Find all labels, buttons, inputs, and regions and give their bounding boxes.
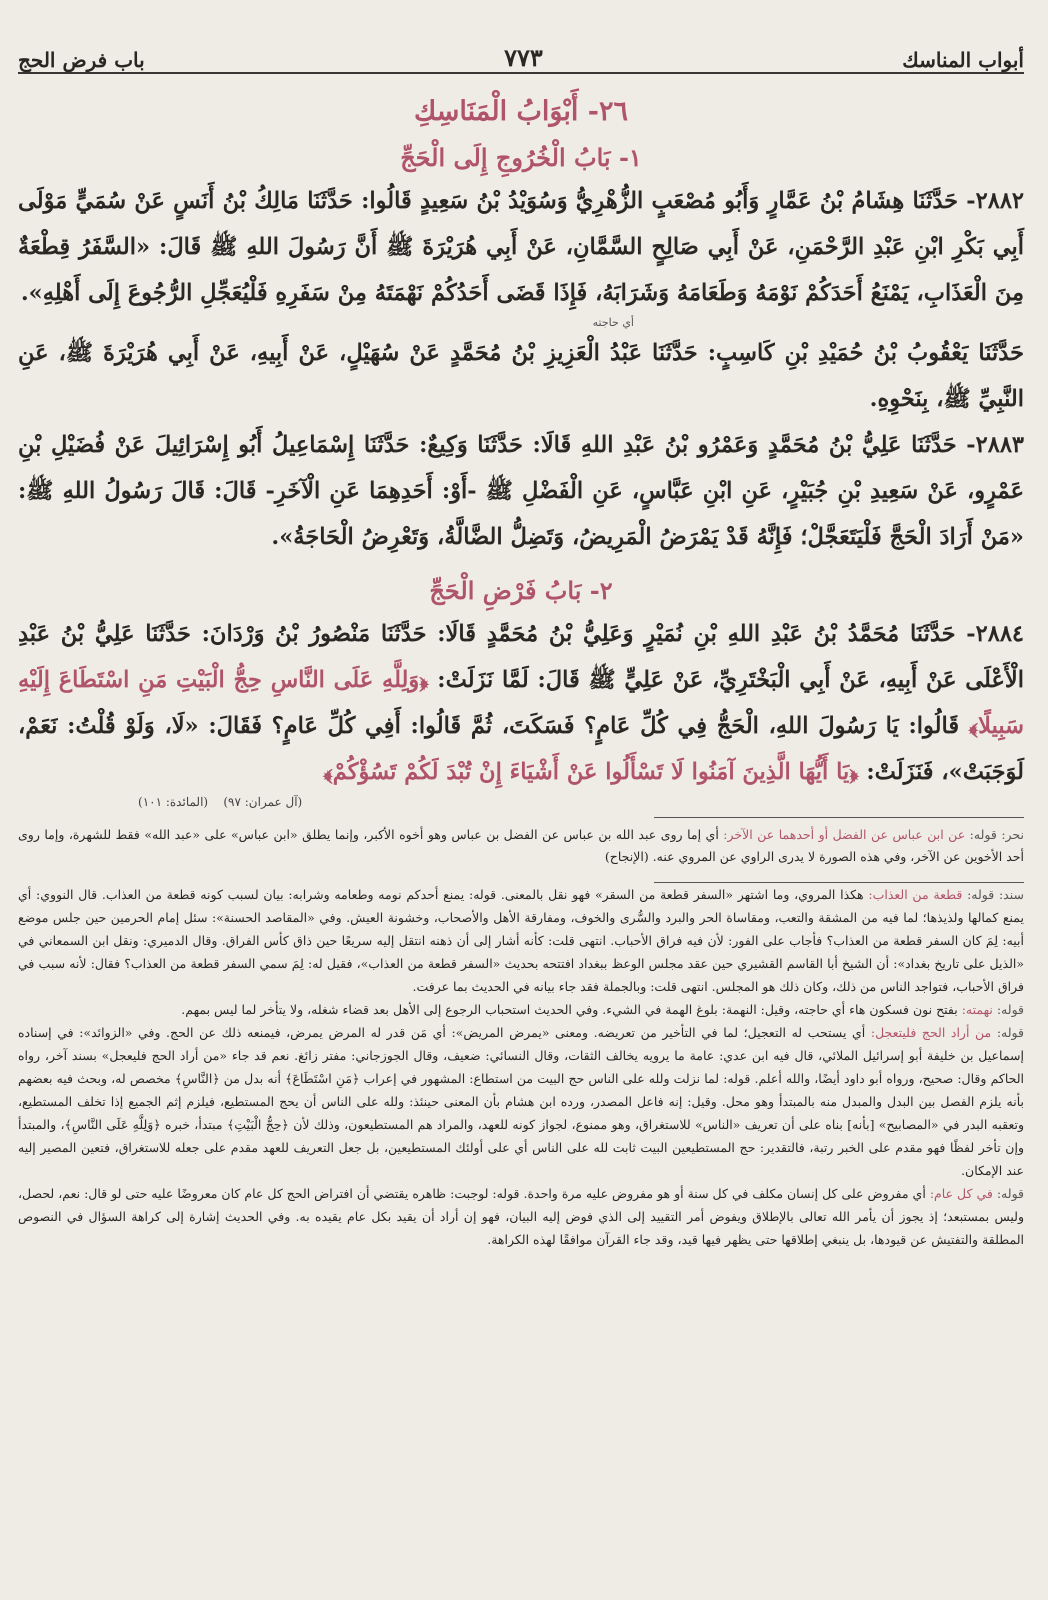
commentary-highlight: في كل عام: xyxy=(929,1186,993,1201)
chapter-1-title: ١- بَابُ الْخُرُوجِ إِلَى الْحَجِّ xyxy=(400,143,642,172)
verse-references xyxy=(138,795,1024,809)
ref-al-imran: (آل عمران: ٩٧) xyxy=(223,795,303,809)
hadith-2884 xyxy=(18,611,1024,795)
ref-maida: (المائدة: ١٠١) xyxy=(138,795,209,809)
header-chapter-title: باب فرض الحج xyxy=(18,48,145,72)
main-text xyxy=(18,178,1024,560)
footnote-divider xyxy=(654,817,1024,818)
chapter-2-title: ٢- بَابُ فَرْضِ الْحَجِّ xyxy=(429,576,613,605)
page-number: ٧٧٣ xyxy=(504,43,543,72)
hadith-2884-text-2: قَالُوا: يَا رَسُولَ اللهِ، الْحَجُّ فِي كُلِّ عَامٍ؟ فَسَكَتَ، ثُمَّ قَالُوا: أَفِي كُلِّ عَامٍ؟ فَقَالَ: «لَا، وَلَوْ قُلْتُ: نَعَمْ، لَوَجَبَتْ»، فَنَزَلَتْ: xyxy=(18,713,1024,785)
commentary-paragraph xyxy=(18,883,1024,998)
takhrij-footnote xyxy=(18,824,1024,868)
hadith-2882-alt-chain: حَدَّثَنَا يَعْقُوبُ بْنُ حُمَيْدِ بْنِ كَاسِبٍ: حَدَّثَنَا عَبْدُ الْعَزِيزِ بْنُ مُحَمَّدٍ عَنْ سُهَيْلٍ، عَنْ أَبِيهِ، عَنْ أَبِي هُرَيْرَةَ ﷺ، عَنِ النَّبِيِّ ﷺ، بِنَحْوِهِ. xyxy=(18,340,1024,412)
gloss-note: أي حاجته xyxy=(592,316,634,329)
main-text-2 xyxy=(18,611,1024,809)
commentary-text: هكذا المروي، وما اشتهر «السفر قطعة من السقر» فهو نقل بالمعنى. قوله: يمنع أحدكم نومه وطعامه وشرابه: بيان لسبب كونه قطعة من العذاب. قال النووي: أي يمنع كمالها ولذيذها؛ لما فيه من المشقة والتعب، ومقاساة الحر والبرد والسُّرى والخوف، ومفارقة الأهل والأصحاب، وخشونة العيش. وفي «المقاصد الحسنة»: سئل إمام الحرمين حين جلس موضع أبيه: لِمَ كان السفر قطعة من العذاب؟ فأجاب على الفور: لأن فيه فراق الأحباب. انتهى قلت: كأنه أشار إلى أن ذهنه انتقل إليه سريعًا حين ذاق كأس الفراق. وقال الدميري: ونقل ابن السمعاني في «الذيل على تاريخ بغداد»: أن الشيخ أبا القاسم القشيري حين عقد مجلس الوعظ ببغداد افتتحه بحديث «السفر قطعة من العذاب»، فقيل له: لِمَ سمي السفر قطعة من العذاب؟ فقال: لأنه سبب في فراق الأحباب، فتواجد الناس من ذلك، وكان ذلك هو المجلس. انتهى قلت: وبالجملة فقد جاء بيانه في الحديث بما عرفت. xyxy=(18,887,1024,994)
commentary-highlight: قطعة من العذاب: xyxy=(868,887,963,902)
hadith-2883: ٢٨٨٣- حَدَّثَنَا عَلِيُّ بْنُ مُحَمَّدٍ وَعَمْرُو بْنُ عَبْدِ اللهِ قَالَا: حَدَّثَنَا وَكِيعٌ: حَدَّثَنَا إِسْمَاعِيلُ أَبُو إِسْرَائِيلَ عَنْ فُضَيْلِ بْنِ عَمْرٍو، عَنْ سَعِيدِ بْنِ جُبَيْرٍ، عَنِ ابْنِ عَبَّاسٍ، عَنِ الْفَضْلِ ﷺ -أَوْ: أَحَدِهِمَا عَنِ الْآخَرِ- قَالَ: قَالَ رَسُولُ اللهِ ﷺ: «مَنْ أَرَادَ الْحَجَّ فَلْيَتَعَجَّلْ؛ فَإِنَّهُ قَدْ يَمْرَضُ الْمَرِيضُ، وَتَضِلُّ الضَّالَّةُ، وَتَعْرِضُ الْحَاجَةُ». xyxy=(18,432,1024,550)
commentary-highlight: نهمته: xyxy=(961,1002,993,1017)
commentary-paragraph xyxy=(18,1021,1024,1182)
footnote-label: نحر: قوله: xyxy=(969,827,1024,842)
quran-verse-al-imran: ﴿وَلِلَّهِ عَلَى النَّاسِ حِجُّ الْبَيْتِ مَنِ اسْتَطَاعَ إِلَيْهِ سَبِيلًا﴾ xyxy=(18,667,1024,739)
hadith-2882: ٢٨٨٢- حَدَّثَنَا هِشَامُ بْنُ عَمَّارٍ وَأَبُو مُصْعَبٍ الزُّهْرِيُّ وَسُوَيْدُ بْنُ سَعِيدٍ قَالُوا: حَدَّثَنَا مَالِكُ بْنُ أَنَسٍ عَنْ سُمَيٍّ مَوْلَى أَبِي بَكْرِ ابْنِ عَبْدِ الرَّحْمَنِ، عَنْ أَبِي صَالِحٍ السَّمَّانِ، عَنْ أَبِي هُرَيْرَةَ ﷺ أَنَّ رَسُولَ اللهِ ﷺ قَالَ: «السَّفَرُ قِطْعَةٌ مِنَ الْعَذَابِ، يَمْنَعُ أَحَدَكُمْ نَوْمَهُ وَطَعَامَهُ وَشَرَابَهُ، فَإِذَا قَضَى أَحَدُكُمْ نَهْمَتَهُ مِنْ سَفَرِهِ فَلْيُعَجِّلِ الرُّجُوعَ إِلَى أَهْلِهِ». xyxy=(18,188,1024,306)
commentary-label: قوله: xyxy=(996,1002,1024,1017)
hadith-2884-text-1: ٢٨٨٤- حَدَّثَنَا مُحَمَّدُ بْنُ عَبْدِ اللهِ بْنِ نُمَيْرٍ وَعَلِيُّ بْنُ مُحَمَّدٍ قَالَا: حَدَّثَنَا مَنْصُورُ بْنُ وَرْدَانَ: حَدَّثَنَا عَلِيُّ بْنُ عَبْدِ الْأَعْلَى عَنْ أَبِيهِ، عَنْ أَبِي الْبَخْتَرِيِّ، عَنْ عَلِيٍّ ﷺ قَالَ: لَمَّا نَزَلَتْ: xyxy=(18,621,1024,693)
commentary-label: سند: قوله: xyxy=(967,887,1024,902)
header-section-title: أبواب المناسك xyxy=(902,48,1024,72)
commentary-text: بفتح نون فسكون هاء أي حاجته، وقيل: النهمة: بلوغ الهمة في الشيء. وفي الحديث استحباب الرجوع إلى الأهل بعد قضاء شغله، ولا يتأخر لما ليس بمهم. xyxy=(181,1002,958,1017)
commentary-text: أي يستحب له التعجيل؛ لما في التأخير من تعريضه. ومعنى «يمرض المريض»: أي مَن قدر له المرض يمرض، فيمنعه ذلك عن الحج. وفي «الزوائد»: في إسناده إسماعيل بن خليفة أبو إسرائيل الملائي، قال فيه ابن عدي: عامة ما يرويه يخالف الثقات، وقال النسائي: ضعيف، وقال الجوزجاني: مفتر زائغ. نعم قد جاء «من أراد الحج فليعجل» بسند آخر، رواه الحاكم وقال: صحيح، ورواه أبو داود أيضًا، والله أعلم. قوله: لما نزلت ولله على الناس حج البيت من استطاع: المشهور في إعراب ﴿مَنِ اسْتَطَاعَ﴾ أنه بدل من ﴿النَّاسِ﴾ مخصص له، وبحث فيه بعضهم بأنه يلزم الفصل بين البدل والمبدل منه بالمبتدأ وهو محل. وقيل: إنه فاعل المصدر، ورده ابن هشام بأن المعنى حينئذ: ولله على الناس أن يحج المستطيع، فيلزم إثم الجميع إذا تخلف المستطيع، وتعقبه البدر في «المصابيح» [بأنه] بناه على أن تعريف «الناس» للاستغراق، وهو ممنوع، لجواز كونه للعهد، والمراد هم المستطيعون، وذلك لأن ﴿حِجُّ الْبَيْتِ﴾ مبتدأ، خبره ﴿وَلِلَّهِ عَلَى النَّاسِ﴾، والمبتدأ وإن تأخر لفظًا فهو مقدم على الخبر رتبة، فالتقدير: حج المستطيعين البيت ثابت لله على الناس أي على أولئك المستطيعين، بل جعل التعريف للعهد مقدم على جعله للاستغراق، فتعين المصير إليه عند الإمكان. xyxy=(18,1025,1024,1178)
commentary-label: قوله: xyxy=(996,1025,1024,1040)
commentary-highlight: من أراد الحج فليتعجل: xyxy=(870,1025,992,1040)
commentary-paragraph xyxy=(18,1182,1024,1251)
quran-verse-maida: ﴿يَا أَيُّهَا الَّذِينَ آمَنُوا لَا تَسْأَلُوا عَنْ أَشْيَاءَ إِنْ تُبْدَ لَكُمْ تَسُؤْكُمْ﴾ xyxy=(323,759,859,785)
book-title: ٢٦- أَبْوَابُ الْمَنَاسِكِ xyxy=(414,96,628,127)
running-header xyxy=(18,28,1024,74)
commentary-text: أي مفروض على كل إنسان مكلف في كل سنة أو هو مفروض عليه مرة واحدة. قوله: لوجبت: ظاهره يقتضي أن افتراض الحج كل عام كان معروضًا عليه حتى لو قال: نعم، لحصل، وليس بمستبعد؛ إذ يجوز أن يأمر الله تعالى بالإطلاق ويفوض أمر التقييد إلى الذي فوض إليه البيان، فهو إن أراد أن يقيد بكل عام يقيده به. وفي الحديث إشارة إلى كراهة السؤال في النصوص المطلقة والتفتيش عن قيودها، بل ينبغي إطلاقها حتى يظهر فيها قيد، وقد جاء القرآن موافقًا لهذه الكراهة. xyxy=(18,1186,1024,1247)
footnote-text: أي إما روى عبد الله بن عباس عن الفضل بن عباس وهو أخوه الأكبر، وإنما يطلق «ابن عباس» على «عبد الله» فقط للشهرة، وإما روى أحد الأخوين عن الآخر، وفي هذه الصورة لا يدرى الراوي عن المروي عنه. (الإنجاح) xyxy=(18,827,1024,864)
commentary-label: قوله: xyxy=(996,1186,1024,1201)
commentary-paragraph xyxy=(18,998,1024,1021)
footnote-highlight: عن ابن عباس عن الفضل أو أحدهما عن الآخر: xyxy=(723,827,966,842)
commentary xyxy=(18,883,1024,1251)
